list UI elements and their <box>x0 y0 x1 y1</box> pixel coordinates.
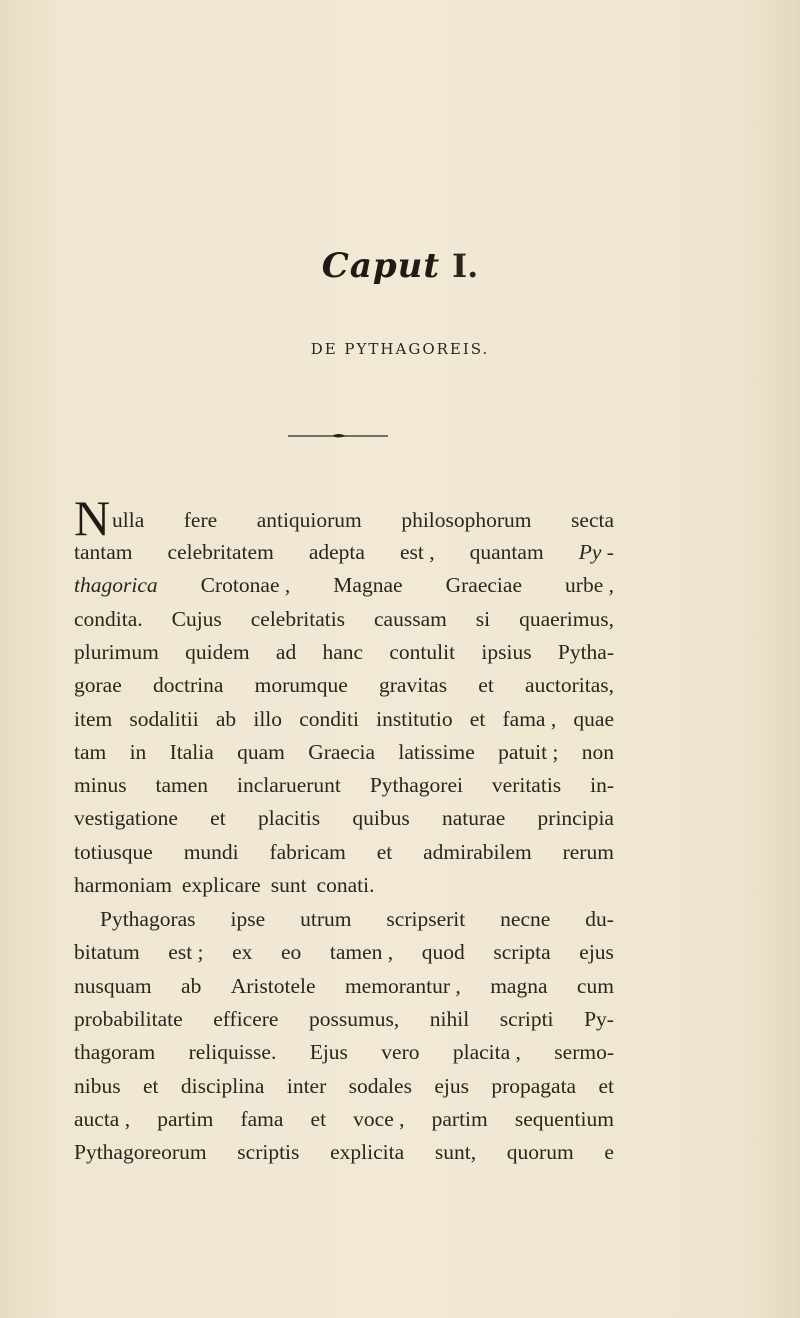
word: quorum <box>506 1140 574 1165</box>
word: Py- <box>584 1006 614 1031</box>
text-line <box>74 840 614 870</box>
text-line <box>74 806 614 836</box>
word: thagorica <box>74 573 158 598</box>
word: fama , <box>502 706 557 731</box>
text-line <box>74 940 614 970</box>
text-line <box>74 1074 614 1104</box>
word: eo <box>281 940 302 965</box>
word: et <box>210 806 226 831</box>
word: quantam <box>469 540 544 564</box>
text-line <box>74 873 614 903</box>
word: mundi <box>183 839 239 864</box>
word: Pytha- <box>557 639 614 664</box>
word: placitis <box>257 806 321 831</box>
word: conati. <box>316 873 375 897</box>
ornament-divider <box>288 431 388 441</box>
word: non <box>581 739 614 764</box>
word: tamen , <box>329 940 394 965</box>
word: si <box>475 606 491 631</box>
word: reliquisse. <box>188 1040 277 1065</box>
word: ejus <box>579 940 614 965</box>
word: philosophorum <box>401 508 532 532</box>
word: quaerimus, <box>519 606 614 631</box>
word: gravitas <box>379 673 448 698</box>
word: partim <box>431 1106 488 1131</box>
word: Pythagoreorum <box>74 1140 207 1165</box>
word: inter <box>286 1073 327 1098</box>
word: condita. <box>74 606 143 631</box>
word: et <box>310 1106 327 1131</box>
paragraph1-first-line <box>112 508 614 538</box>
word: institutio <box>376 706 453 731</box>
word: principia <box>537 806 614 831</box>
word: est , <box>399 540 435 564</box>
word: rerum <box>562 839 614 864</box>
word: ipse <box>230 907 266 931</box>
word: morumque <box>254 673 348 698</box>
word: nusquam <box>74 973 152 998</box>
chapter-heading <box>0 246 800 286</box>
word: latissime <box>398 739 475 764</box>
word: admirabilem <box>423 839 532 864</box>
word: Crotonae , <box>200 573 291 598</box>
word: sunt, <box>434 1140 477 1165</box>
word: sodalitii <box>129 706 199 731</box>
word: et <box>469 706 486 731</box>
word: veritatis <box>491 773 562 798</box>
text-line <box>74 773 614 803</box>
word: conditi <box>299 706 359 731</box>
word: ab <box>181 973 202 998</box>
text-line <box>74 573 614 603</box>
word: plurimum <box>74 639 159 664</box>
word: Pythagorei <box>369 773 463 798</box>
word: patuit ; <box>498 739 559 764</box>
word: et <box>142 1073 159 1098</box>
text-line <box>74 740 614 770</box>
word: sermo- <box>554 1040 614 1065</box>
word: fere <box>183 508 218 532</box>
word: doctrina <box>152 673 224 698</box>
word: ulla <box>112 508 145 532</box>
word: secta <box>571 508 614 532</box>
word: memorantur , <box>344 973 461 998</box>
word: explicare <box>181 873 261 897</box>
text-line <box>74 607 614 637</box>
word: hanc <box>322 639 364 664</box>
word: quidem <box>185 639 250 664</box>
text-line <box>74 1007 614 1037</box>
word: harmoniam <box>74 873 172 897</box>
word: caussam <box>374 606 447 631</box>
word: bitatum <box>74 940 140 965</box>
drop-cap: N <box>74 490 111 546</box>
word: vero <box>381 1040 420 1065</box>
word: quibus <box>352 806 410 831</box>
word: Italia <box>169 739 214 764</box>
word: minus <box>74 773 127 798</box>
word: efficere <box>213 1006 279 1031</box>
text-line <box>74 640 614 670</box>
word: contulit <box>389 639 456 664</box>
word: explicita <box>330 1140 405 1165</box>
word: sequentium <box>514 1106 614 1131</box>
word: Magnae <box>333 573 403 598</box>
word: scripta <box>493 940 551 965</box>
text-line <box>74 707 614 737</box>
chapter-number: I. <box>452 247 479 285</box>
word: fama <box>240 1106 284 1131</box>
word: nibus <box>74 1073 121 1098</box>
word: aucta , <box>74 1106 131 1131</box>
word: fabricam <box>269 839 346 864</box>
word: Py - <box>578 540 614 564</box>
word: quae <box>573 706 614 731</box>
word: est ; <box>168 940 204 965</box>
word: ab <box>215 706 237 731</box>
word: possumus, <box>309 1006 400 1031</box>
word: gorae <box>74 673 122 698</box>
chapter-title: Caput <box>321 246 441 286</box>
word: tam <box>74 739 107 764</box>
word: Graeciae <box>445 573 522 598</box>
word: Graecia <box>308 739 376 764</box>
word: et <box>376 839 393 864</box>
word: thagoram <box>74 1040 156 1065</box>
word: auctoritas, <box>525 673 614 698</box>
word: Pythagoras <box>100 907 196 931</box>
word: illo <box>253 706 283 731</box>
word: partim <box>157 1106 214 1131</box>
word: adepta <box>308 540 365 564</box>
word: scripserit <box>386 907 466 931</box>
word: disciplina <box>180 1073 265 1098</box>
word: ad <box>275 639 297 664</box>
word: e <box>604 1140 614 1165</box>
text-line <box>74 673 614 703</box>
word: scriptis <box>237 1140 300 1165</box>
chapter-subtitle: DE PYTHAGOREIS. <box>310 340 490 358</box>
word: Ejus <box>309 1040 348 1065</box>
word: item <box>74 706 113 731</box>
word: magna <box>490 973 548 998</box>
word: tantam <box>74 540 133 564</box>
word: celebritatis <box>250 606 346 631</box>
text-line <box>74 540 614 570</box>
word: quam <box>237 739 285 764</box>
word: scripti <box>499 1006 554 1031</box>
text-line <box>74 907 614 937</box>
word: cum <box>576 973 614 998</box>
word: in- <box>590 773 614 798</box>
word: placita , <box>452 1040 521 1065</box>
word: antiquiorum <box>256 508 362 532</box>
word: sodales <box>348 1073 412 1098</box>
word: tamen <box>155 773 209 798</box>
word: vestigatione <box>74 806 178 831</box>
word: celebritatem <box>167 540 274 564</box>
word: voce , <box>353 1106 405 1131</box>
word: ejus <box>434 1073 469 1098</box>
text-line <box>74 1040 614 1070</box>
word: probabilitate <box>74 1006 183 1031</box>
word: necne <box>500 907 551 931</box>
word: urbe , <box>565 573 614 598</box>
word: propagata <box>491 1073 577 1098</box>
word: sunt <box>270 873 307 897</box>
word: inclaruerunt <box>237 773 341 798</box>
word: quod <box>421 940 465 965</box>
text-line <box>74 1107 614 1137</box>
word: ex <box>232 940 253 965</box>
word: utrum <box>300 907 352 931</box>
word: naturae <box>442 806 506 831</box>
word: ipsius <box>481 639 532 664</box>
word: du- <box>585 907 614 931</box>
word: et <box>478 673 494 698</box>
word: Cujus <box>171 606 222 631</box>
word: Aristotele <box>230 973 316 998</box>
word: et <box>598 1073 614 1098</box>
text-line <box>74 1140 614 1170</box>
word: totiusque <box>74 839 153 864</box>
word: in <box>129 739 147 764</box>
text-line <box>74 974 614 1004</box>
word: nihil <box>429 1006 470 1031</box>
